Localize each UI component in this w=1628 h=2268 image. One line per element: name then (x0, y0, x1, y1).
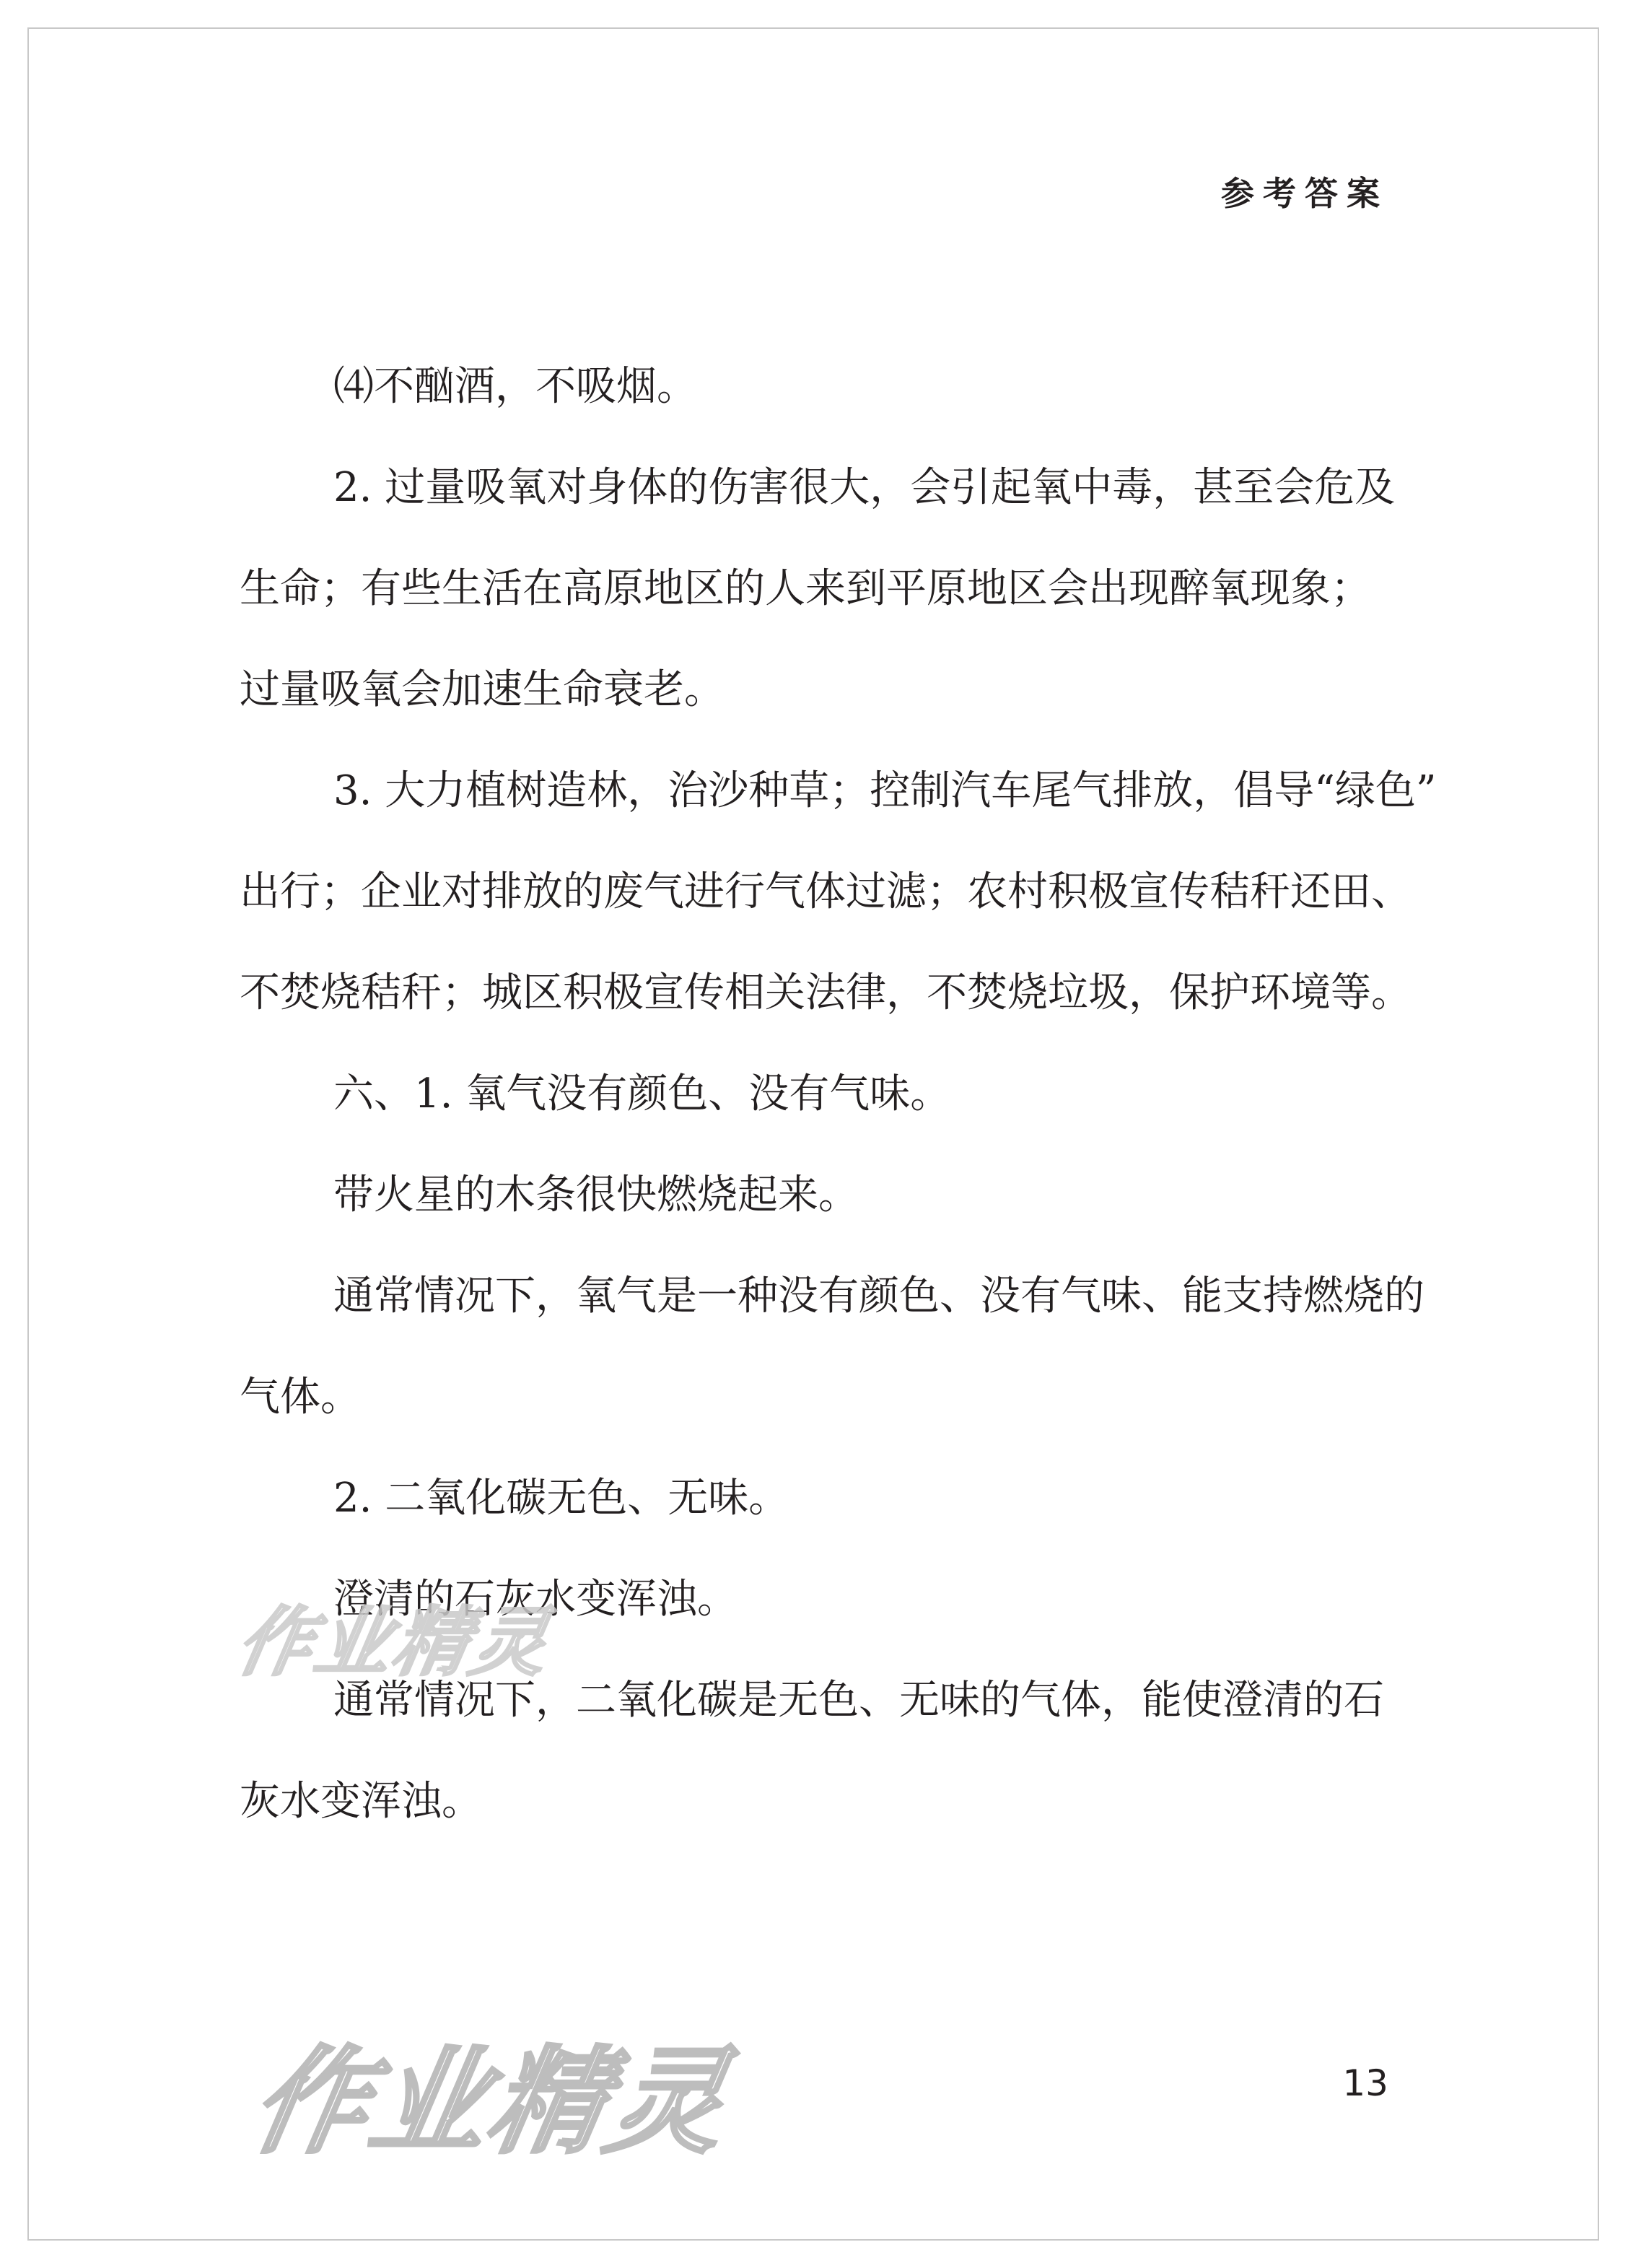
text-line: 生命；有些生活在高原地区的人来到平原地区会出现醉氧现象； (240, 565, 1371, 612)
answer-paragraph (240, 1169, 1394, 1221)
text-line: 出行；企业对排放的废气进行气体过滤；农村积极宣传秸秆还田、 (240, 868, 1412, 915)
text-line: ⑷不酗酒，不吸烟。 (333, 363, 697, 410)
answer-paragraph (240, 765, 1437, 1019)
text-line: 过量吸氧会加速生命衰老。 (240, 666, 725, 713)
watermark-logo: 作业精灵 (242, 2034, 740, 2169)
watermark-logo: 作业精灵 (230, 1598, 558, 1686)
text-line: 3. 大力植树造林，治沙种草；控制汽车尾气排放，倡导“绿色” (333, 767, 1437, 814)
answer-paragraph (240, 1270, 1424, 1423)
page-header-title: 参考答案 (1221, 174, 1388, 213)
text-line: 六、1. 氧气没有颜色、没有气味。 (333, 1070, 951, 1117)
text-line: 2. 二氧化碳无色、无味。 (333, 1475, 789, 1522)
answer-paragraph (240, 1068, 1394, 1120)
answer-paragraph (240, 361, 1394, 413)
page-number: 13 (1342, 2062, 1388, 2104)
answer-paragraph (240, 1675, 1394, 1828)
answer-paragraph (240, 462, 1394, 716)
text-line: 2. 过量吸氧对身体的伤害很大，会引起氧中毒，甚至会危及 (333, 464, 1396, 511)
text-line: 灰水变浑浊。 (240, 1778, 482, 1825)
text-line: 不焚烧秸秆；城区积极宣传相关法律，不焚烧垃圾，保护环境等。 (240, 969, 1412, 1016)
answer-paragraph (240, 1574, 1394, 1626)
answer-content (240, 361, 1437, 1877)
text-line: 通常情况下，二氧化碳是无色、无味的气体，能使澄清的石 (333, 1677, 1384, 1724)
text-line: 通常情况下，氧气是一种没有颜色、没有气味、能支持燃烧的 (333, 1273, 1424, 1320)
text-line: 气体。 (240, 1374, 361, 1421)
answer-paragraph (240, 1473, 1394, 1525)
text-line: 澄清的石灰水变浑浊。 (333, 1576, 738, 1623)
text-line: 带火星的木条很快燃烧起来。 (333, 1172, 859, 1218)
